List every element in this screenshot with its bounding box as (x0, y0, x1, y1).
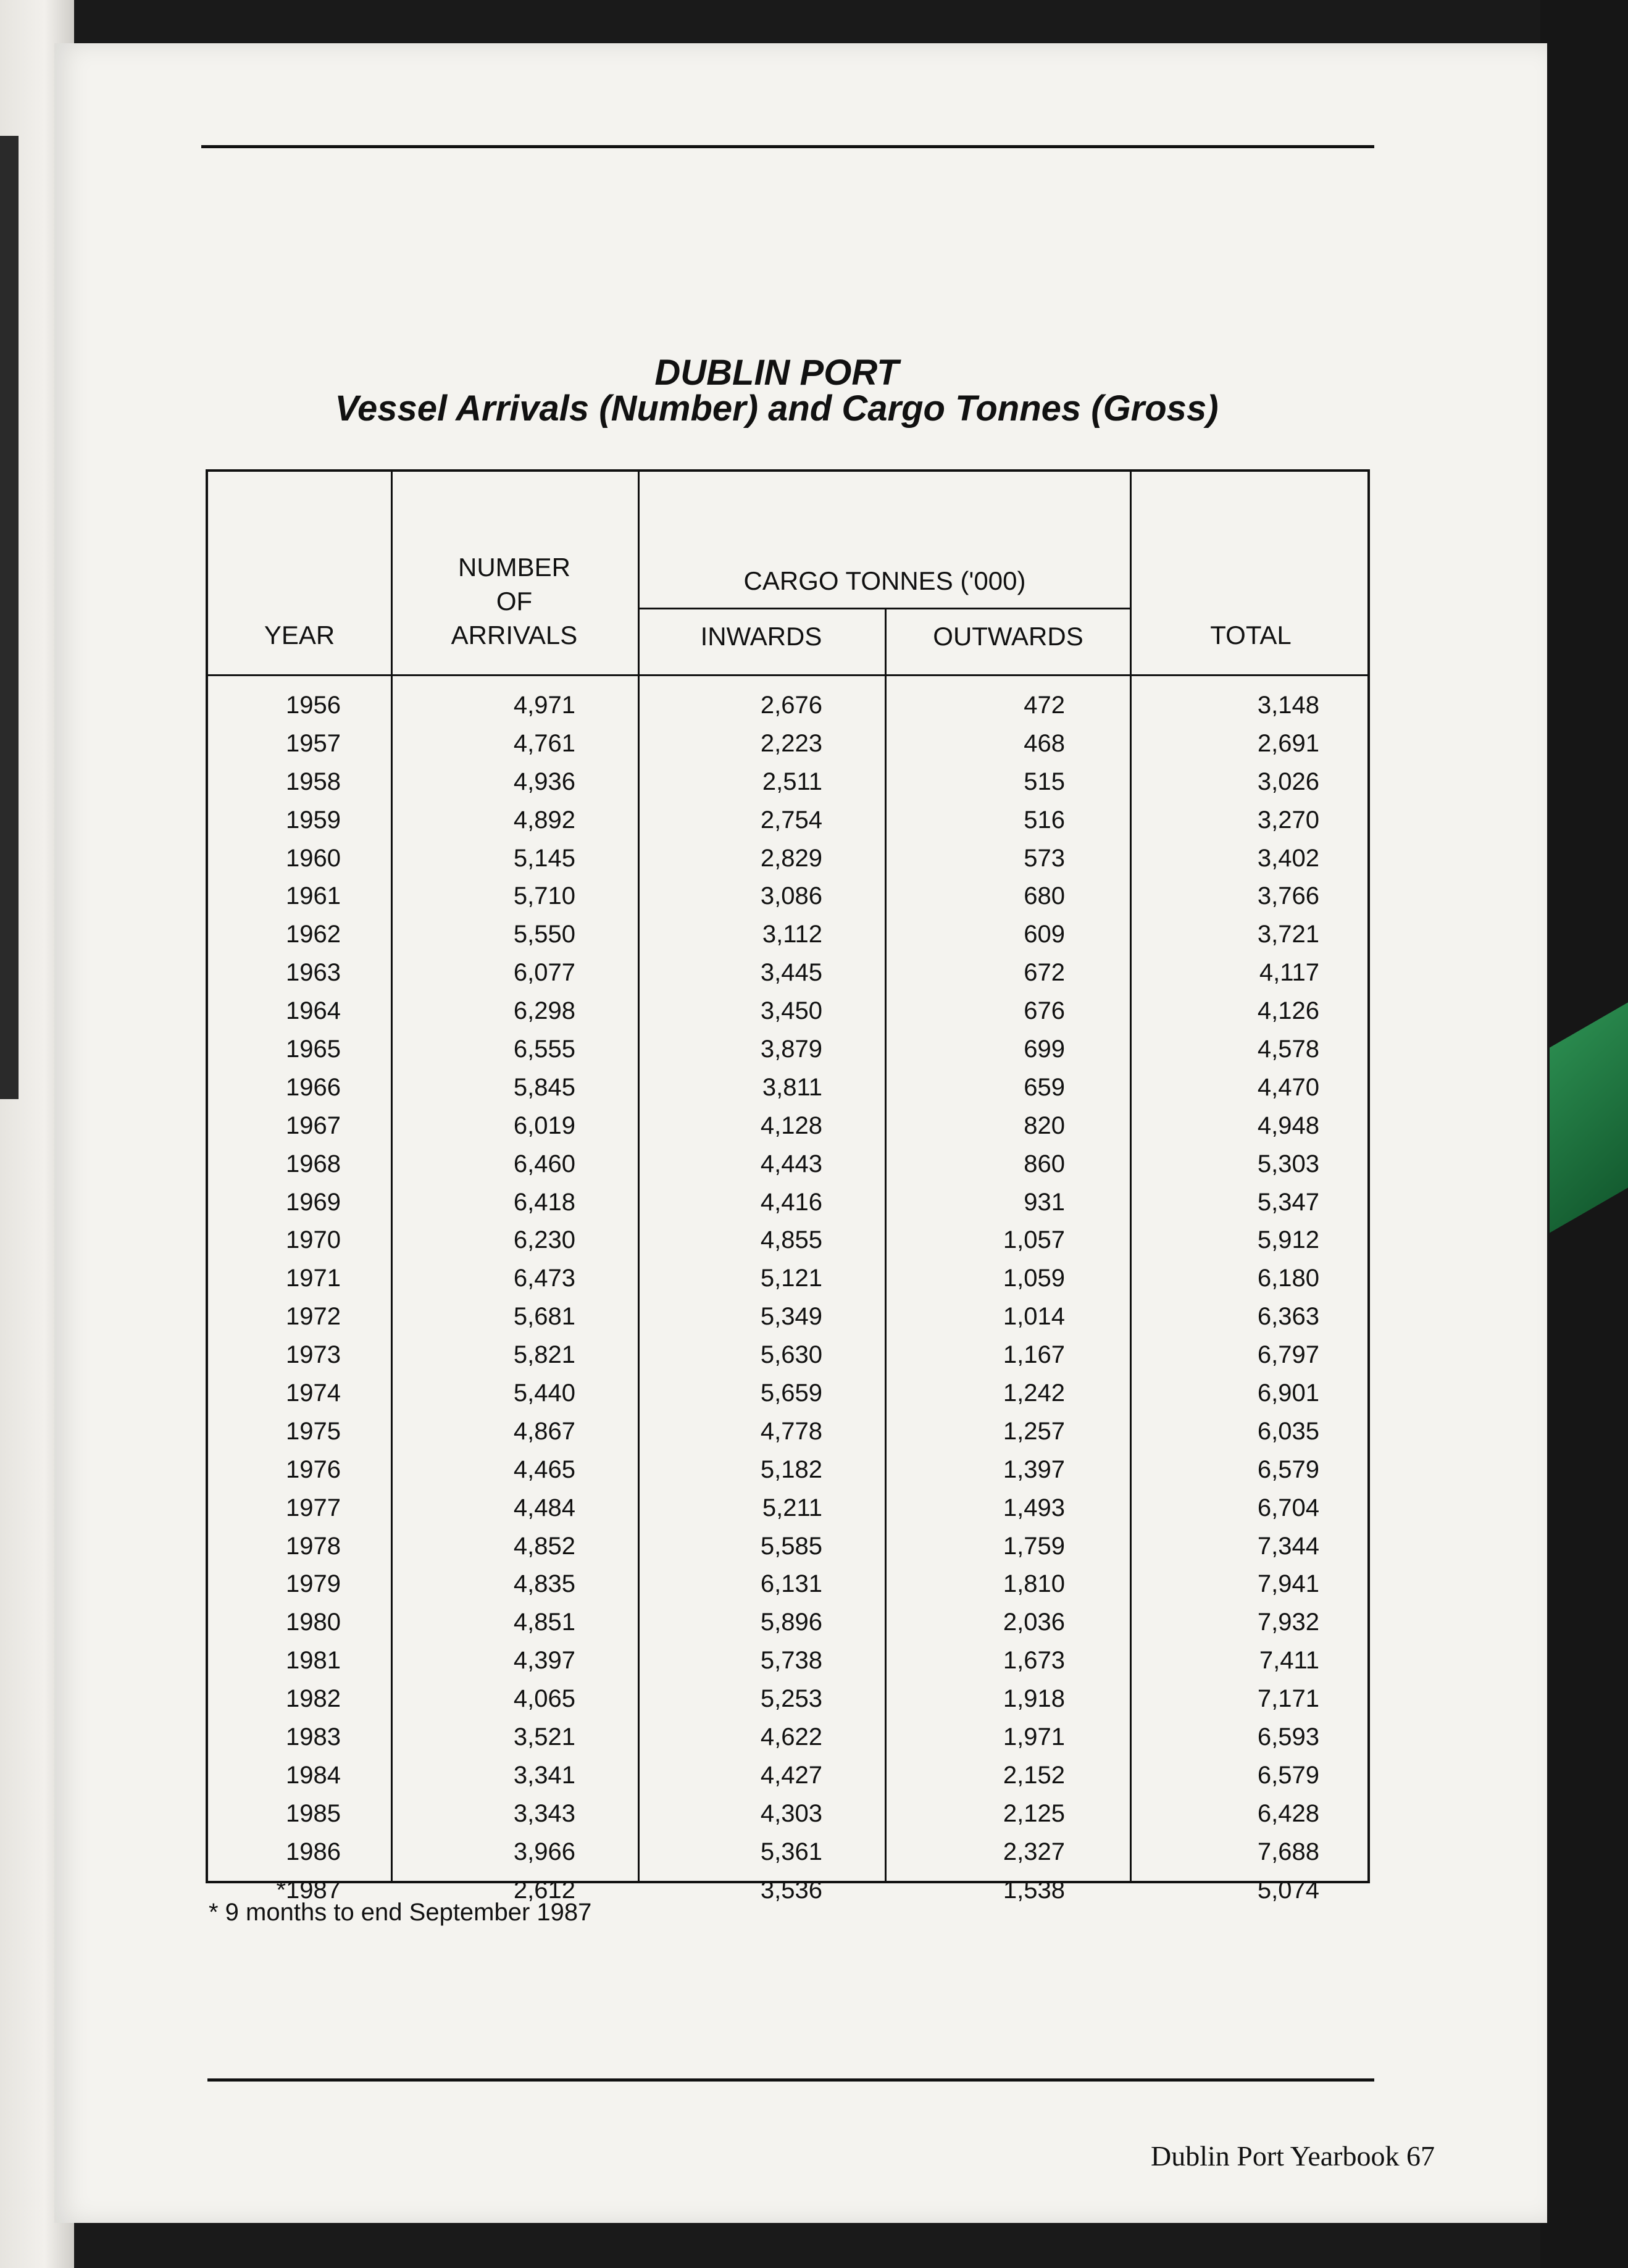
cell-arrivals: 6,230 (513, 1226, 575, 1254)
cell-outwards: 1,257 (1003, 1417, 1065, 1445)
cell-inwards: 2,676 (760, 692, 822, 719)
cell-outwards: 515 (1024, 768, 1065, 795)
cell-total: 3,402 (1257, 844, 1319, 872)
divider-outwards (1130, 472, 1132, 1881)
cell-outwards: 573 (1024, 844, 1065, 872)
cell-inwards: 5,349 (760, 1303, 822, 1331)
header-arrivals-2: OF (496, 587, 533, 616)
cell-inwards: 4,622 (760, 1723, 822, 1751)
header-arrivals-3: ARRIVALS (451, 621, 578, 650)
cell-arrivals: 5,710 (513, 882, 575, 910)
column-total (1134, 687, 1319, 1910)
cell-total: 5,074 (1257, 1876, 1319, 1904)
page-title: DUBLIN PORT (654, 353, 899, 393)
cell-total: 3,270 (1257, 806, 1319, 834)
cell-arrivals: 4,065 (513, 1685, 575, 1713)
cell-year: 1978 (286, 1532, 341, 1560)
header-total: TOTAL (1210, 621, 1292, 650)
cell-inwards: 2,829 (760, 844, 822, 872)
cell-total: 4,126 (1257, 997, 1319, 1025)
cell-outwards: 472 (1024, 692, 1065, 719)
cell-inwards: 4,128 (760, 1111, 822, 1139)
cell-arrivals: 5,681 (513, 1303, 575, 1331)
cell-arrivals: 5,845 (513, 1073, 575, 1101)
cell-arrivals: 4,971 (513, 692, 575, 719)
cell-outwards: 1,057 (1003, 1226, 1065, 1254)
divider-year (391, 472, 393, 1881)
cell-year: 1979 (286, 1570, 341, 1598)
cell-total: 7,932 (1257, 1609, 1319, 1636)
cell-inwards: 5,182 (760, 1455, 822, 1483)
cell-year: 1986 (286, 1838, 341, 1865)
cell-total: 4,948 (1257, 1111, 1319, 1139)
cell-inwards: 4,855 (760, 1226, 822, 1254)
cell-inwards: 2,511 (762, 768, 822, 795)
cell-total: 6,901 (1257, 1379, 1319, 1407)
cell-inwards: 3,112 (762, 921, 822, 948)
cell-year: 1969 (286, 1188, 341, 1216)
cell-arrivals: 4,851 (513, 1609, 575, 1636)
cell-total: 6,593 (1257, 1723, 1319, 1751)
cell-inwards: 5,211 (762, 1494, 822, 1521)
cell-arrivals: 6,473 (513, 1265, 575, 1292)
cell-outwards: 1,397 (1003, 1455, 1065, 1483)
cell-outwards: 860 (1024, 1150, 1065, 1178)
cell-arrivals: 2,612 (513, 1876, 575, 1904)
cell-total: 4,117 (1259, 959, 1319, 987)
cell-total: 3,721 (1257, 921, 1319, 948)
cell-outwards: 1,242 (1003, 1379, 1065, 1407)
header-cargo-group: CARGO TONNES ('000) (743, 566, 1026, 595)
cell-arrivals: 5,440 (513, 1379, 575, 1407)
cell-outwards: 2,036 (1003, 1609, 1065, 1636)
cell-inwards: 4,416 (760, 1188, 822, 1216)
cell-year: 1956 (286, 692, 341, 719)
cell-year: 1968 (286, 1150, 341, 1178)
cell-year: 1970 (286, 1226, 341, 1254)
cell-total: 7,171 (1257, 1685, 1319, 1713)
cell-inwards: 5,361 (760, 1838, 822, 1865)
page-subtitle: Vessel Arrivals (Number) and Cargo Tonnes (Gross) (335, 388, 1219, 429)
cell-inwards: 3,086 (760, 882, 822, 910)
page (54, 43, 1547, 2223)
cell-outwards: 931 (1024, 1188, 1065, 1216)
cell-outwards: 699 (1024, 1036, 1065, 1063)
cell-total: 5,303 (1257, 1150, 1319, 1178)
cell-arrivals: 3,521 (513, 1723, 575, 1751)
cell-outwards: 2,125 (1003, 1799, 1065, 1827)
cell-outwards: 1,918 (1003, 1685, 1065, 1713)
divider-inwards (885, 608, 887, 1881)
header-inwards: INWARDS (700, 622, 822, 651)
cell-total: 7,411 (1259, 1647, 1319, 1675)
column-outwards (887, 687, 1065, 1910)
cell-total: 7,941 (1257, 1570, 1319, 1598)
cell-year: 1965 (286, 1036, 341, 1063)
cell-total: 6,363 (1257, 1303, 1319, 1331)
cell-arrivals: 4,835 (513, 1570, 575, 1598)
cell-arrivals: 4,761 (513, 729, 575, 757)
cell-total: 3,766 (1257, 882, 1319, 910)
cell-arrivals: 4,892 (513, 806, 575, 834)
header-year: YEAR (264, 621, 335, 650)
cell-outwards: 468 (1024, 729, 1065, 757)
cell-year: 1972 (286, 1303, 341, 1331)
cell-year: 1980 (286, 1609, 341, 1636)
cell-total: 5,912 (1257, 1226, 1319, 1254)
cell-year: 1977 (286, 1494, 341, 1521)
cell-year: 1973 (286, 1341, 341, 1369)
cell-year: 1974 (286, 1379, 341, 1407)
cell-arrivals: 4,397 (513, 1647, 575, 1675)
cell-inwards: 2,223 (760, 729, 822, 757)
cell-inwards: 5,585 (760, 1532, 822, 1560)
cell-year: 1971 (286, 1265, 341, 1292)
cell-outwards: 659 (1024, 1073, 1065, 1101)
cell-year: 1959 (286, 806, 341, 834)
cell-total: 6,797 (1257, 1341, 1319, 1369)
cell-year: 1981 (286, 1647, 341, 1675)
cell-total: 5,347 (1257, 1188, 1319, 1216)
cell-arrivals: 4,852 (513, 1532, 575, 1560)
cell-inwards: 3,445 (760, 959, 822, 987)
cell-year: 1964 (286, 997, 341, 1025)
cell-inwards: 5,896 (760, 1609, 822, 1636)
cell-year: 1967 (286, 1111, 341, 1139)
cell-year: 1984 (286, 1761, 341, 1789)
cell-outwards: 609 (1024, 921, 1065, 948)
cell-arrivals: 5,550 (513, 921, 575, 948)
cell-outwards: 820 (1024, 1111, 1065, 1139)
column-inwards (640, 687, 822, 1910)
cell-total: 3,148 (1257, 692, 1319, 719)
cell-arrivals: 5,145 (513, 844, 575, 872)
cell-outwards: 1,059 (1003, 1265, 1065, 1292)
cell-inwards: 5,121 (760, 1265, 822, 1292)
cell-outwards: 1,759 (1003, 1532, 1065, 1560)
cell-year: 1961 (286, 882, 341, 910)
cell-total: 3,026 (1257, 768, 1319, 795)
cell-arrivals: 6,019 (513, 1111, 575, 1139)
cell-outwards: 1,167 (1003, 1341, 1065, 1369)
cell-year: 1985 (286, 1799, 341, 1827)
top-rule (201, 145, 1374, 148)
footnote: * 9 months to end September 1987 (209, 1899, 592, 1926)
cell-inwards: 5,738 (760, 1647, 822, 1675)
cell-inwards: 5,630 (760, 1341, 822, 1369)
cell-arrivals: 4,867 (513, 1417, 575, 1445)
cell-arrivals: 4,936 (513, 768, 575, 795)
cell-total: 6,180 (1257, 1265, 1319, 1292)
cell-total: 6,579 (1257, 1761, 1319, 1789)
cell-inwards: 3,536 (760, 1876, 822, 1904)
cell-arrivals: 6,077 (513, 959, 575, 987)
column-arrivals (393, 687, 575, 1910)
header-rule (208, 674, 1369, 676)
cell-total: 2,691 (1257, 729, 1319, 757)
cell-arrivals: 5,821 (513, 1341, 575, 1369)
cell-year: 1975 (286, 1417, 341, 1445)
column-year (220, 687, 341, 1910)
cell-inwards: 2,754 (760, 806, 822, 834)
cell-arrivals: 3,341 (513, 1761, 575, 1789)
cell-outwards: 672 (1024, 959, 1065, 987)
cell-total: 6,704 (1257, 1494, 1319, 1521)
bottom-rule (207, 2078, 1374, 2082)
cell-year: *1987 (276, 1876, 341, 1904)
cell-arrivals: 3,343 (513, 1799, 575, 1827)
cell-year: 1958 (286, 768, 341, 795)
cell-outwards: 1,493 (1003, 1494, 1065, 1521)
cell-total: 7,344 (1257, 1532, 1319, 1560)
cell-total: 4,470 (1257, 1073, 1319, 1101)
cell-outwards: 1,014 (1003, 1303, 1065, 1331)
cell-total: 6,428 (1257, 1799, 1319, 1827)
cell-outwards: 680 (1024, 882, 1065, 910)
cell-outwards: 1,971 (1003, 1723, 1065, 1751)
cell-year: 1960 (286, 844, 341, 872)
cell-inwards: 5,253 (760, 1685, 822, 1713)
cell-outwards: 1,673 (1003, 1647, 1065, 1675)
cell-year: 1982 (286, 1685, 341, 1713)
data-table (206, 469, 1370, 1904)
cell-arrivals: 6,460 (513, 1150, 575, 1178)
cell-outwards: 2,327 (1003, 1838, 1065, 1865)
cell-inwards: 6,131 (760, 1570, 822, 1598)
cell-outwards: 1,538 (1003, 1876, 1065, 1904)
cell-year: 1976 (286, 1455, 341, 1483)
cell-inwards: 3,879 (760, 1036, 822, 1063)
cell-inwards: 3,450 (760, 997, 822, 1025)
header-outwards: OUTWARDS (933, 622, 1083, 651)
cell-arrivals: 6,298 (513, 997, 575, 1025)
header-arrivals-1: NUMBER (457, 553, 570, 582)
cell-total: 7,688 (1257, 1838, 1319, 1865)
cell-year: 1966 (286, 1073, 341, 1101)
cell-total: 6,035 (1257, 1417, 1319, 1445)
cell-year: 1962 (286, 921, 341, 948)
cell-total: 4,578 (1257, 1036, 1319, 1063)
cell-year: 1957 (286, 729, 341, 757)
cell-arrivals: 6,555 (513, 1036, 575, 1063)
cell-outwards: 1,810 (1003, 1570, 1065, 1598)
cargo-group-rule (638, 608, 1132, 609)
cell-outwards: 2,152 (1003, 1761, 1065, 1789)
cell-inwards: 4,303 (760, 1799, 822, 1827)
cell-inwards: 5,659 (760, 1379, 822, 1407)
cell-year: 1963 (286, 959, 341, 987)
cell-outwards: 516 (1024, 806, 1065, 834)
cell-inwards: 4,778 (760, 1417, 822, 1445)
cell-inwards: 3,811 (762, 1073, 822, 1101)
page-footer: Dublin Port Yearbook 67 (1150, 2140, 1435, 2172)
cell-arrivals: 3,966 (513, 1838, 575, 1865)
cell-outwards: 676 (1024, 997, 1065, 1025)
scan-dark-strip (0, 136, 19, 1099)
cell-arrivals: 6,418 (513, 1188, 575, 1216)
cell-arrivals: 4,484 (513, 1494, 575, 1521)
cell-year: 1983 (286, 1723, 341, 1751)
divider-arrivals (638, 472, 640, 1881)
cell-arrivals: 4,465 (513, 1455, 575, 1483)
cell-total: 6,579 (1257, 1455, 1319, 1483)
cell-inwards: 4,443 (760, 1150, 822, 1178)
cell-inwards: 4,427 (760, 1761, 822, 1789)
